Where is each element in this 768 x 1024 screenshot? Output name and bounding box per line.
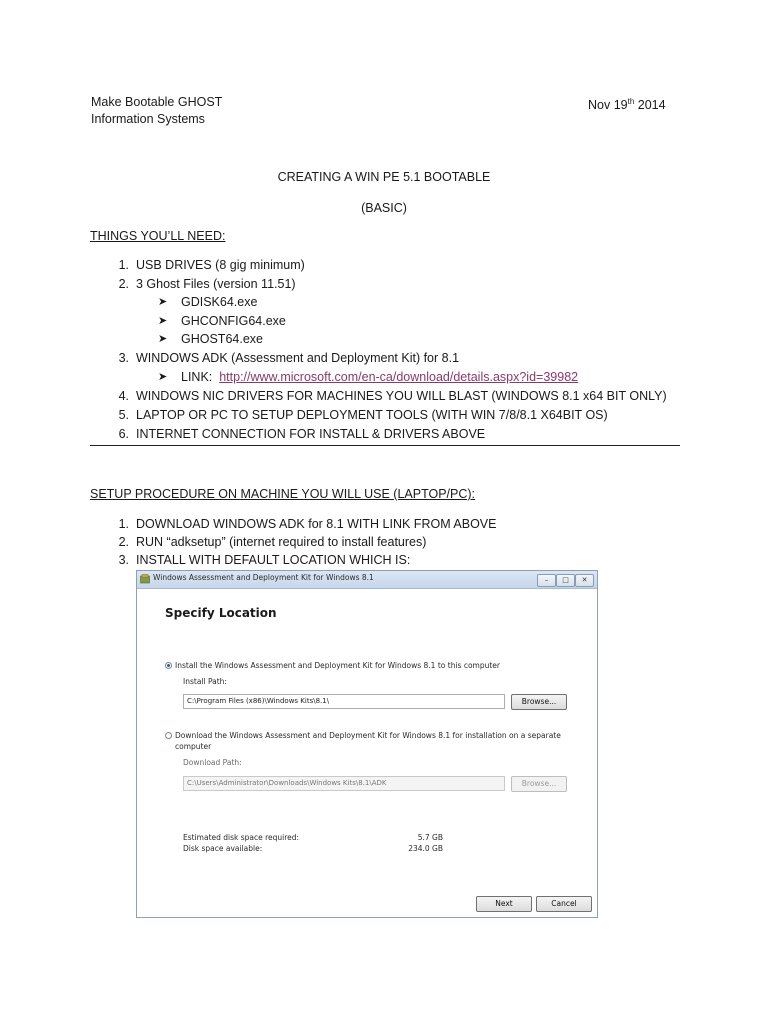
needs-item-2: 3 Ghost Files (version 11.51): [136, 277, 296, 291]
install-option-radio[interactable]: [165, 662, 172, 669]
cancel-button[interactable]: Cancel: [536, 896, 592, 912]
date-suffix: th: [627, 97, 635, 106]
needs-item-3-number: 3.: [118, 351, 129, 365]
needs-item-3: WINDOWS ADK (Assessment and Deployment Kit) for 8.1: [136, 351, 460, 365]
disk-required-label: Estimated disk space required:: [183, 833, 300, 842]
ghost-file-1: GDISK64.exe: [181, 295, 258, 309]
dialog-window-title: Windows Assessment and Deployment Kit for Windows 8.1: [153, 573, 374, 582]
document-date: [588, 94, 666, 113]
setup-item-2-number: 2.: [118, 535, 129, 549]
document-title: Make Bootable GHOST: [91, 95, 223, 109]
link-label: LINK:: [181, 370, 213, 384]
browse-download-button[interactable]: Browse...: [511, 776, 567, 792]
install-path-field[interactable]: C:\Program Files (x86)\Windows Kits\8.1\: [183, 694, 505, 709]
setup-item-1: DOWNLOAD WINDOWS ADK for 8.1 WITH LINK FROM ABOVE: [136, 517, 497, 531]
maximize-button[interactable]: □: [556, 574, 575, 587]
download-path-label: Download Path:: [183, 758, 242, 767]
needs-item-6: INTERNET CONNECTION FOR INSTALL & DRIVERS ABOVE: [136, 427, 486, 441]
needs-item-2-number: 2.: [118, 277, 129, 291]
dialog-heading: Specify Location: [165, 606, 277, 620]
disk-available-value: 234.0 GB: [408, 844, 443, 853]
adk-download-link[interactable]: http://www.microsoft.com/en-ca/download/details.aspx?id=39982: [219, 370, 579, 384]
arrow-bullet-icon: ➤: [158, 333, 168, 345]
adk-installer-dialog: [136, 570, 598, 918]
disk-required-value: 5.7 GB: [417, 833, 443, 842]
department-name: Information Systems: [91, 112, 205, 126]
doc-subheading: (BASIC): [361, 201, 407, 215]
needs-item-6-number: 6.: [118, 427, 129, 441]
disk-available-label: Disk space available:: [183, 844, 263, 853]
needs-item-4-number: 4.: [118, 389, 129, 403]
close-button[interactable]: ✕: [575, 574, 594, 587]
arrow-bullet-icon: ➤: [158, 371, 168, 383]
browse-install-button[interactable]: Browse...: [511, 694, 567, 710]
ghost-file-3: GHOST64.exe: [181, 332, 263, 346]
setup-item-3-number: 3.: [118, 553, 129, 567]
download-option-radio[interactable]: [165, 732, 172, 739]
needs-item-5-number: 5.: [118, 408, 129, 422]
minimize-button[interactable]: –: [537, 574, 556, 587]
section-divider: [90, 445, 680, 446]
next-button[interactable]: Next: [476, 896, 532, 912]
needs-item-5: LAPTOP OR PC TO SETUP DEPLOYMENT TOOLS (WITH WIN 7/8/8.1 X64BIT OS): [136, 408, 608, 422]
download-path-field[interactable]: C:\Users\Administrator\Downloads\Windows Kits\8.1\ADK: [183, 776, 505, 791]
setup-item-2: RUN “adksetup” (internet required to install features): [136, 535, 427, 549]
download-option-label-line2[interactable]: computer: [175, 742, 212, 751]
ghost-file-2: GHCONFIG64.exe: [181, 314, 286, 328]
dialog-title-bar: [137, 571, 597, 589]
needs-item-4: WINDOWS NIC DRIVERS FOR MACHINES YOU WILL BLAST (WINDOWS 8.1 x64 BIT ONLY): [136, 389, 667, 403]
download-option-label-line1[interactable]: Download the Windows Assessment and Deployment Kit for Windows 8.1 for installation on a separate: [175, 731, 561, 740]
adk-link-line: [181, 369, 578, 385]
needs-item-1-number: 1.: [118, 258, 129, 272]
install-option-label[interactable]: Install the Windows Assessment and Deployment Kit for Windows 8.1 to this computer: [175, 661, 500, 670]
setup-section-title: SETUP PROCEDURE ON MACHINE YOU WILL USE (LAPTOP/PC):: [90, 487, 476, 501]
install-path-label: Install Path:: [183, 677, 227, 686]
needs-section-title: THINGS YOU’LL NEED:: [90, 229, 226, 243]
arrow-bullet-icon: ➤: [158, 315, 168, 327]
setup-item-3: INSTALL WITH DEFAULT LOCATION WHICH IS:: [136, 553, 411, 567]
doc-heading: CREATING A WIN PE 5.1 BOOTABLE: [277, 170, 491, 184]
arrow-bullet-icon: ➤: [158, 296, 168, 308]
date-year: 2014: [634, 98, 666, 113]
date-prefix: Nov 19: [588, 98, 628, 113]
installer-app-icon: [140, 574, 150, 584]
setup-item-1-number: 1.: [118, 517, 129, 531]
needs-item-1: USB DRIVES (8 gig minimum): [136, 258, 305, 272]
